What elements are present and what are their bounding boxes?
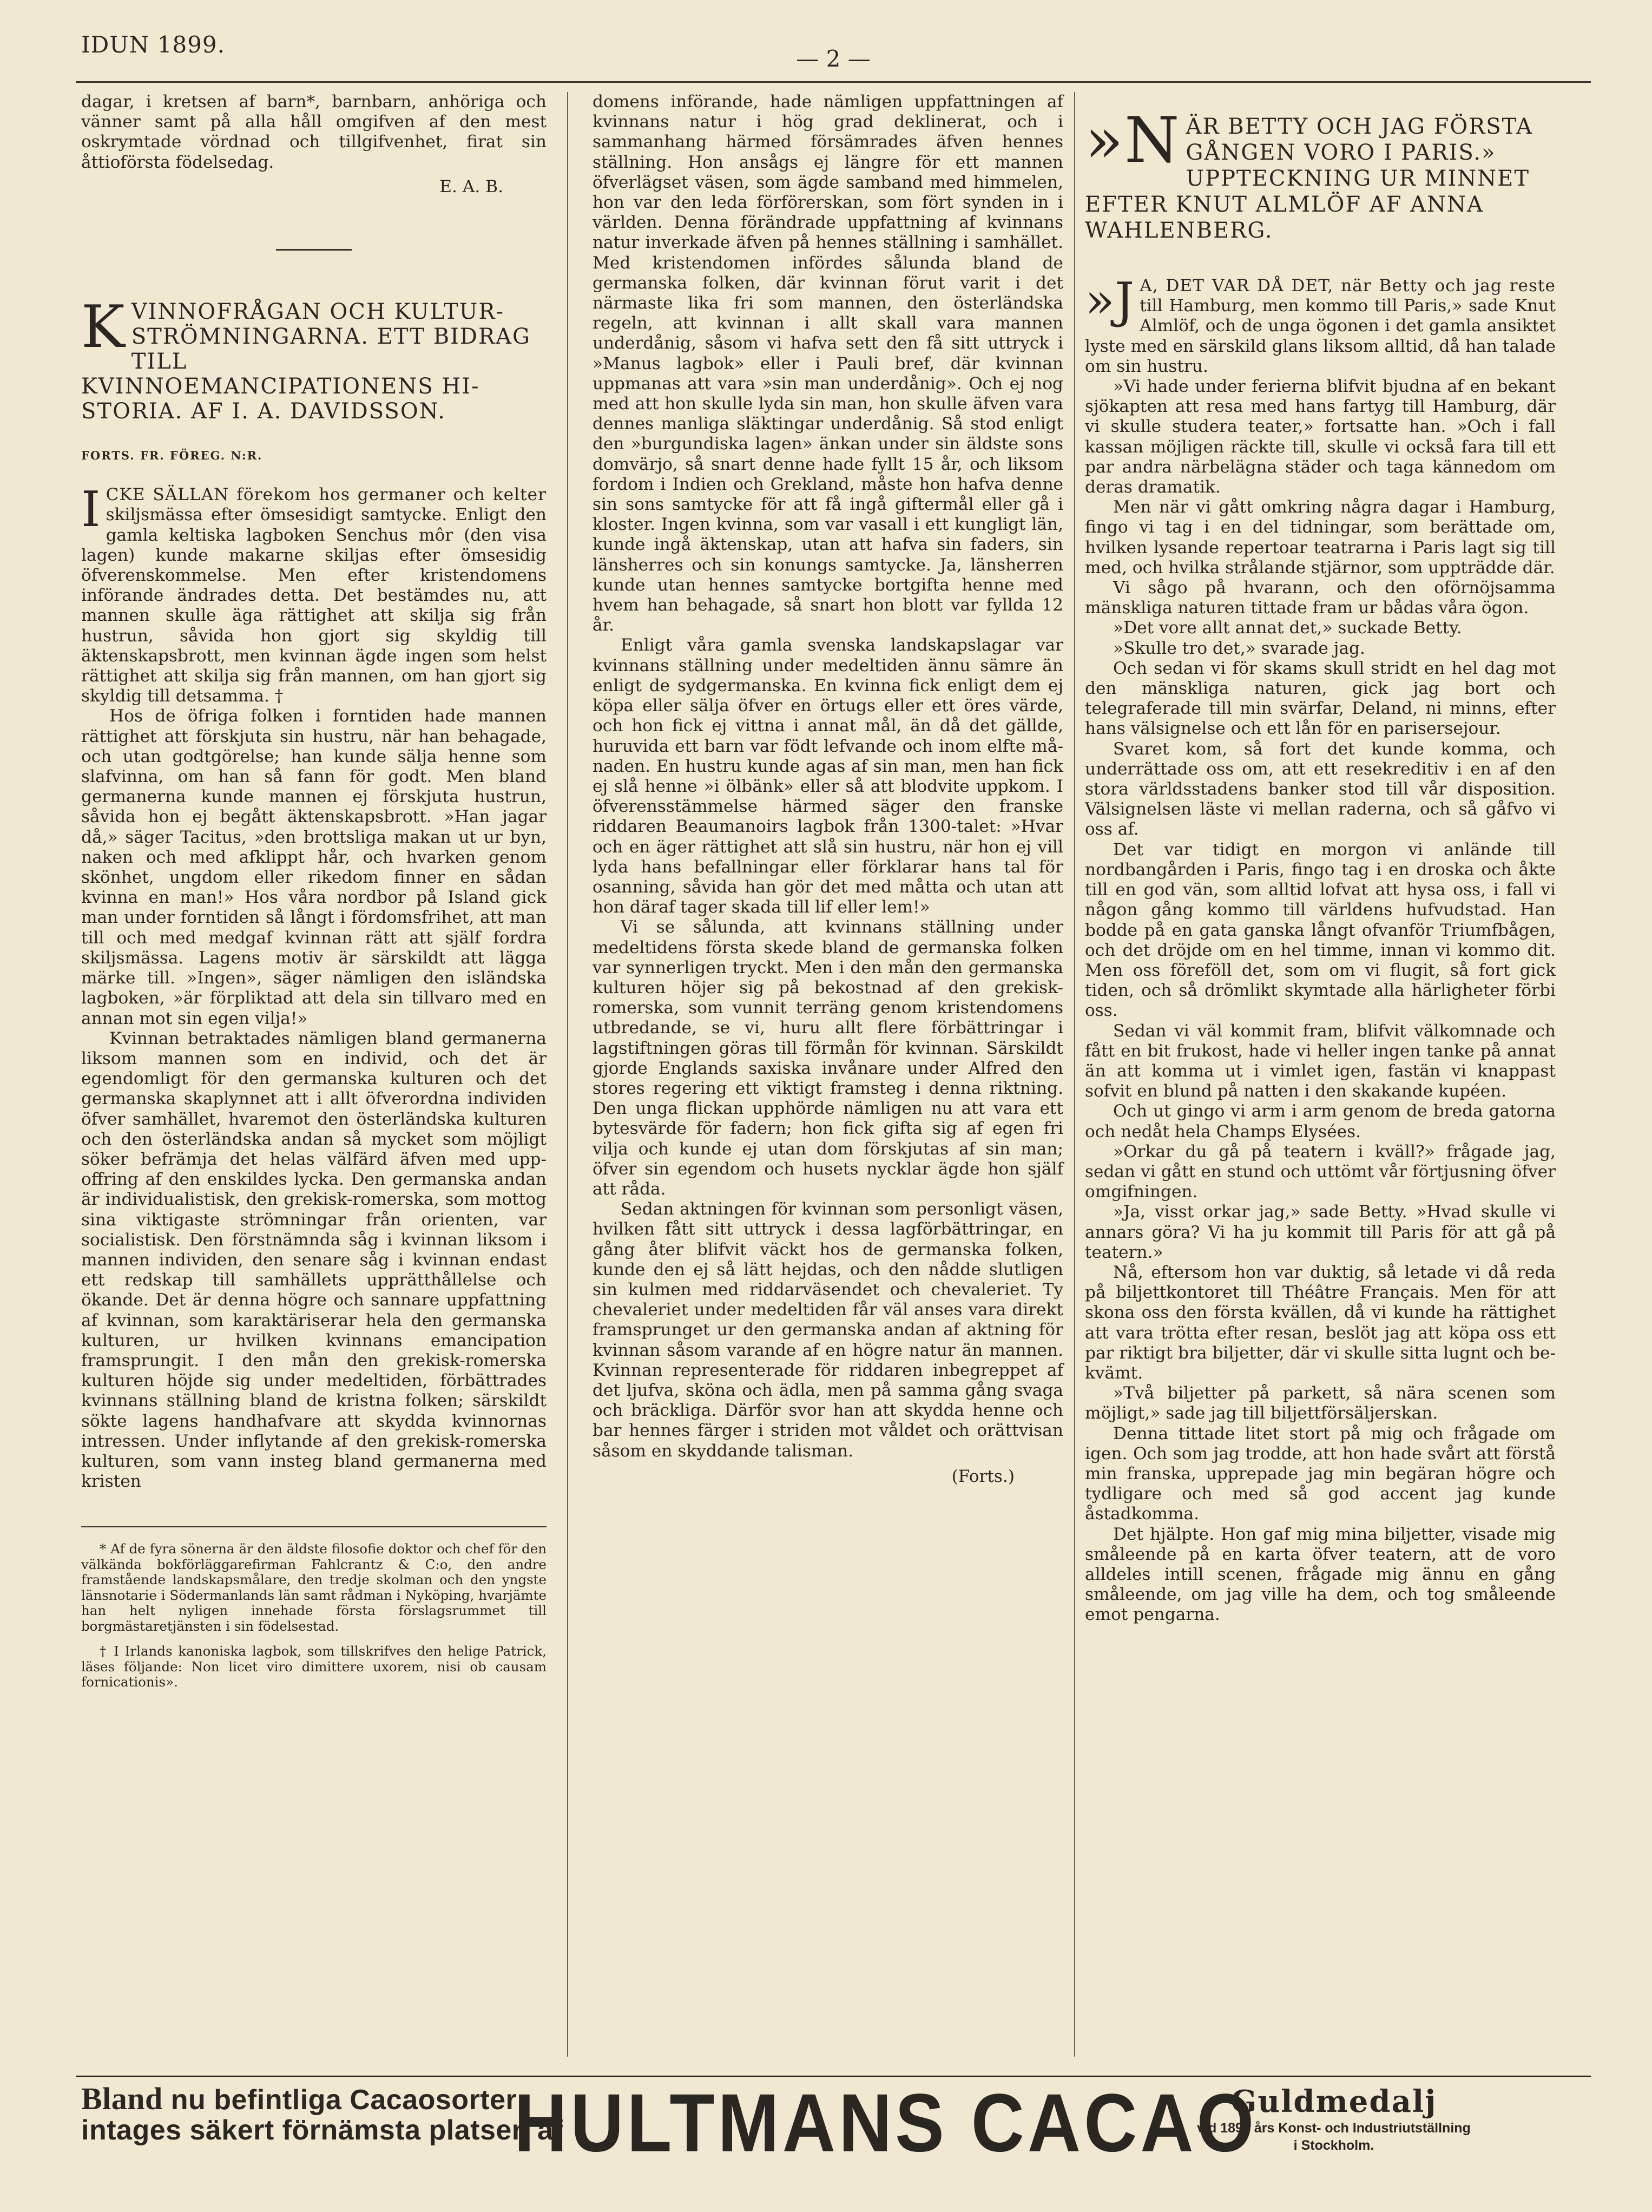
paragraph: Och ut gingo vi arm i arm genom de breda gatorna och nedåt hela Champs Elysées. xyxy=(1085,1101,1556,1141)
ad-award-line: vid 1897 års Konst- och Industriutställning xyxy=(1197,2121,1471,2136)
heading-text: VINNOFRÅGAN OCH KULTURSTRÖMNINGARNA. ETT BIDRAG TILL KVINNOEMANCIPATIONENS HISTORIA. AF I. A. DAVIDSSON. xyxy=(81,299,531,424)
paragraph: »Två biljetter på parkett, så nära scenen som möjligt,» sade jag till biljettförsäljerskan. xyxy=(1085,1383,1556,1423)
signature: E. A. B. xyxy=(439,176,503,196)
page-number: — 2 — xyxy=(796,45,871,72)
column-1 xyxy=(81,92,547,1700)
paragraph: domens införande, hade nämligen uppfattningen af kvinnans natur i hög grad deklinerat, och i sammanhang härmed försämrades äfven hennes ställning. Hon ansågs ej längre för ett mannen öfverlägset väsen, som ägde samband med himmelen, hon var den leda förförerskan, som fört synden in i världen. Denna förändrade uppfattning af kvinnans natur inverkade äfven på hennes ställning i samhället. Med kristendomen infördes sålunda bland de germanska folken, där kvinnan förut varit i det närmaste lika fri som mannen, den österländska regeln, att kvinnan i allt skall vara mannen underdånig, såsom vi hafva sett den få sitt uttryck i »Manus lagbok» eller i Pauli bref, där kvinnan uppmanas att vara »sin man underdånig». Och ej nog med att hon skulle lyda sin man, hon skulle äfven vara dennes manliga släktingar underdånig. Så stod enligt den »burgundiska lagen» änkan under sin äldste sons domvärjo, så snart denne hade fyllt 15 år, och liksom fordom i Indien och Grekland, måste hon hafva denne sin sons samtycke för att få ingå giftermål eller gå i kloster. Ingen kvinna, som var vasall i ett kungligt län, kunde ingå äktenskap, utan att hafva sin faders, sin länsherres och sin konungs samtycke. Ja, länsherren kunde utan hennes samtycke bortgifta henne med hvem han behagade, så snart hon blott var fyllda 12 år. xyxy=(593,92,1063,635)
ad-award xyxy=(1131,2084,1537,2154)
continued-note: FORTS. FR. FÖREG. N:R. xyxy=(81,449,263,463)
paragraph: Det var tidigt en morgon vi anlände till nordbangården i Paris, fingo tag i en droska och åkte till en god vän, som alltid lofvat att hysa oss, i fall vi någon gång kommo till världens hufvudstad. Han bodde på en gata ganska långt ofvanför Triumfbågen, och det dröjde om en hel timme, innan vi kommo dit. Men oss föreföll det, som om vi flugit, så fort gick tiden, och så drömlikt skymtade alla härligheter förbi oss. xyxy=(1085,839,1556,1021)
column-divider-1 xyxy=(567,92,568,2057)
story-lead xyxy=(1085,272,1556,377)
paragraph: Och sedan vi för skams skull stridt en hel dag mot den mänskliga naturen, gick jag bort och telegraferade till min svärfar, Deland, ni minns, efter hans välsignelse och ett lån för en parisersejour. xyxy=(1085,658,1556,739)
paragraph: Det hjälpte. Hon gaf mig mina biljetter, visade mig småleende på en karta öfver teatern, att de voro alldeles intill scenen, frågade mig ännu en gång småleende, om jag ville ha dem, och tog småleende emot pengarna. xyxy=(1085,1524,1556,1625)
ad-award-line: i Stockholm. xyxy=(1293,2138,1374,2153)
column-3 xyxy=(1085,92,1556,1625)
ad-brand: HULTMANS CACAO xyxy=(514,2076,1258,2169)
lead-initial: I xyxy=(81,481,101,539)
paragraph: Denna tittade litet stort på mig och frågade om igen. Och som jag trodde, att hon hade svårt att förstå min franska, upprepade jag min begäran högre och tydligare och med så god accent jag kunde åstadkomma. xyxy=(1085,1423,1556,1524)
lead-initial: »J xyxy=(1085,272,1135,329)
paragraph: Vi se sålunda, att kvinnans ställning under medeltidens första skede bland de germanska folken var synnerligen tryckt. Men i den mån den germanska kulturen höjer sig på bekostnad af den grekisk-romerska, som vunnit terräng genom kristendomens utbredande, se vi, huru allt flere förbättringar i lagstiftningen göras till förmån för kvinnan. Särskildt gjorde Englands saxiska invånare under Alfred den stores regering ett viktigt framsteg i denna riktning. Den unga flickan upphörde nämligen nu att vara ett bytesvärde för fadern; hon fick gifta sig af egen fri vilja och kunde ej utan dom förskjutas af sin man; öfver sin egendom och husets nycklar ägde hon själf att råda. xyxy=(593,917,1063,1199)
heading-text: ÄR BETTY OCH JAG FÖRSTA GÅNGEN VORO I PARIS.» UPPTECKNING UR MINNET EFTER KNUT ALMLÖF AF ANNA WAHLENBERG. xyxy=(1085,114,1533,243)
footnotes xyxy=(81,1526,547,1690)
paragraph: »Ja, visst orkar jag,» sade Betty. »Hvad skulle vi annars göra? Vi ha ju kommit till Paris för att gå på teatern.» xyxy=(1085,1202,1556,1262)
story-heading xyxy=(1085,104,1556,244)
column-2 xyxy=(593,92,1063,1487)
paragraph: Kvinnan betraktades nämligen bland germanerna liksom mannen som en individ, och det är egendomligt för den germanska kulturen och det germanska skaplynnet att i allt öfverordna individen öfver samhället, hvaremot den österländska kulturen och den österländska andan så mycket som möjligt söker befrämja det helas välfärd äfven med uppoffring af den enskildes lycka. Den germanska andan är individualistisk, den grekisk-romerska, som mottog sina viktigaste strömningar från orienten, var socialistisk. Den förstnämnda såg i kvinnan liksom i mannen individen, den senare såg i kvinnan endast ett redskap till samhällets upprätthållelse och ökande. Det är denna högre och sannare uppfattning af kvinnan, som karaktäriserar hela den germanska kulturen, ur hvilken kvinnans emancipation framsprungit. I den mån den grekisk-romerska kulturen höjde sig under medeltiden, förbättrades kvinnans ställning bland de kristna folken; särskildt sökte lagens handhafvare att skydda kvinnornas intressen. Under inflytande af den grekisk-romerska kulturen, som vann insteg bland germanerna med kristen xyxy=(81,1028,547,1492)
paragraph: »Orkar du gå på teatern i kväll?» frågade jag, sedan vi gått en stund och uttömt vår förtjusning öfver omgifningen. xyxy=(1085,1141,1556,1202)
section-separator xyxy=(276,249,352,251)
paragraph: Sedan vi väl kommit fram, blifvit välkomnade och fått en bit frukost, hade vi heller ingen tanke på annat än att komma ut i vimlet igen, fastän vi knappast sofvit en blund på natten i den skakande kupéen. xyxy=(1085,1021,1556,1101)
footnote: † I Irlands kanoniska lagbok, som tillskrifves den helige Patrick, läses följande: Non licet viro dimittere uxorem, nisi ob causam fornicationis». xyxy=(81,1643,547,1690)
paragraph: Nå, eftersom hon var duktig, så letade vi då reda på biljettkontoret till Théâtre Français. Men för att skona oss den första kvällen, då vi kunde ha rättighet att vara trötta efter resan, beslöt jag att köpa oss ett par riktigt bra biljetter, där vi skulle sitta lugnt och bekvämt. xyxy=(1085,1262,1556,1383)
heading-drop-cap: »N xyxy=(1085,104,1181,177)
paragraph: »Vi hade under ferierna blifvit bjudna af en bekant sjökapten att resa med hans fartyg till Hamburg, där vi skulle studera teater,» fortsatte han. »Och i fall kassan möjligen räckte till, skulle vi också fara till ett par andra närbelägna städer och taga kännedom om deras dramatik. xyxy=(1085,377,1556,497)
paragraph: Enligt våra gamla svenska landskapslagar var kvinnans ställning under medeltiden ännu sämre än enligt de sydgermanska. En kvinna fick enligt dem ej köpa eller sälja öfver en örtugs eller ett öres värde, och hon fick ej vittna i annat mål, än då det gällde, huruvida ett barn var födt lefvande och inom elfte månaden. En hustru kunde agas af sin man, men han fick ej slå henne »i ölbänk» eller så att blodvite uppkom. I öfverensstämmelse härmed säger den franske riddaren Beaumanoirs lagbok från 1300-talet: »Hvar och en äger rättighet att slå sin hustru, när hon ej vill lyda hans befallningar eller förklarar hans tal för osanning, såvida han gör det med måtta och utan att hon däraf tager skada till lif eller lem!» xyxy=(593,635,1063,917)
story-paragraphs xyxy=(1085,377,1556,1625)
lead-text: CKE SÄLLAN förekom hos germaner och kelter skiljsmässa efter ömsesidigt samtycke. Enligt den gamla keltiska lagboken Senchus môr (den visa lagen) kunde makarne skiljas efter ömsesidig öfverenskommelse. Men efter kristendomens införande ändrades detta. Det bestämdes nu, att mannen skulle äga rättighet att skilja sig från hustrun, såvida hon gjort sig skyldig till äktenskapsbrott, men kvinnan ägde ingen som helst rättighet att skilja sig från mannen, om han gjort sig skyldig till detsamma. † xyxy=(81,485,547,706)
ad-tagline: Bland nu befintliga Cacaosorter intages säkert förnämsta platsen af xyxy=(81,2081,563,2146)
lead-text: A, DET VAR DÅ DET, när Betty och jag reste till Hamburg, men kommo till Paris,» sade Knut Almlöf, och de unga ögonen i det gamla ansiktet lyste med en särskild glans liksom alltid, då han talade om sin hustru. xyxy=(1085,276,1556,376)
heading-drop-cap: K xyxy=(81,293,126,362)
paragraph: Hos de öfriga folken i forntiden hade mannen rättighet att förskjuta sin hustru, när han behagade, och utan godtgörelse; han kunde sälja henne som slafvinna, om han så fann för godt. Men bland germanerna kunde mannen ej förskjuta hustrun, såvida hon ej begått äktenskapsbrott. »Han jagar då,» säger Tacitus, »den brottsliga makan ut ur byn, naken och med afklippt hår, och hvarken genom skönhet, ungdom eller rikedom finner en sådan kvinna en man!» Hos våra nordbor på Island gick man under forntiden så långt i fördomsfrihet, att man till och med medgaf kvinnan rätt att själf fordra skiljsmässa. Lagens motiv är särskildt att lägga märke till. »Ingen», säger nämligen den isländska lagboken, »är förpliktad att dela sin tillvaro med en annan mot sin egen vilja!» xyxy=(81,706,547,1028)
paragraph: Svaret kom, så fort det kunde komma, och underrättade oss om, att ett resekreditiv i en af den stora världsstadens banker stod till vår disposition. Välsignelsen läste vi mellan raderna, och så gåfvo vi oss af. xyxy=(1085,739,1556,839)
paragraph: »Skulle tro det,» svarade jag. xyxy=(1113,638,1365,658)
masthead-date: IDUN 1899. xyxy=(81,31,225,58)
column-divider-2 xyxy=(1074,92,1075,2057)
article-lead xyxy=(81,481,547,706)
footnote: * Af de fyra sönerna är den äldste filosofie doktor och chef för den välkända bokförläggarefirman Fahlcrantz & C:o, den andre framstående landskapsmålare, den tredje skolman och den yngste länsnotarie i Södermanlands län samt rådman i Nyköping, hvarjämte han helt nyligen innehade första förslagsrummet till borgmästaretjänsten i sin födelsestad. xyxy=(81,1541,547,1634)
paragraph: »Det vore allt annat det,» suckade Betty. xyxy=(1113,618,1462,638)
ad-medal: Guldmedalj xyxy=(1230,2084,1437,2119)
intro-paragraph: dagar, i kretsen af barn*, barnbarn, anhöriga och vänner samt på alla håll omgifven af den mest oskrymtade vördnad och tillgifvenhet, firat sin åttioförsta födelsedag. xyxy=(81,92,547,172)
article-heading xyxy=(81,293,547,424)
paragraph: Sedan aktningen för kvinnan som personligt väsen, hvilken fått sitt uttryck i dessa lagförbättringar, en gång åter blifvit väckt hos de germanska folken, kunde den ej så lätt hejdas, och den nådde slutligen sin kulmen med riddarväsendet och chevaleriet. Ty chevaleriet under medeltiden får väl anses vara direkt framsprunget ur den germanska andan af aktning för kvinnan såsom varande af en högre natur än mannen. Kvinnan representerade för riddaren inbegreppet af det ljufva, sköna och ädla, men på samma gång svaga och bräckliga. Därför svor han att skydda henne och bar hennes färger i striden mot våldet och orättvisan såsom en skyddande talisman. xyxy=(593,1199,1063,1461)
top-rule xyxy=(76,81,1591,83)
paragraph: Vi sågo på hvarann, och den oförnöjsamma mänskliga naturen tittade fram ur bådas våra ögon. xyxy=(1085,578,1556,618)
continued-marker: (Forts.) xyxy=(951,1466,1015,1486)
paragraph: Men när vi gått omkring några dagar i Hamburg, fingo vi tag i en del tidningar, som berättade om, hvilken lysande repertoar teatrarna i Paris lagt sig till med, och hvilka strålande stjärnor, som uppträdde där. xyxy=(1085,497,1556,577)
